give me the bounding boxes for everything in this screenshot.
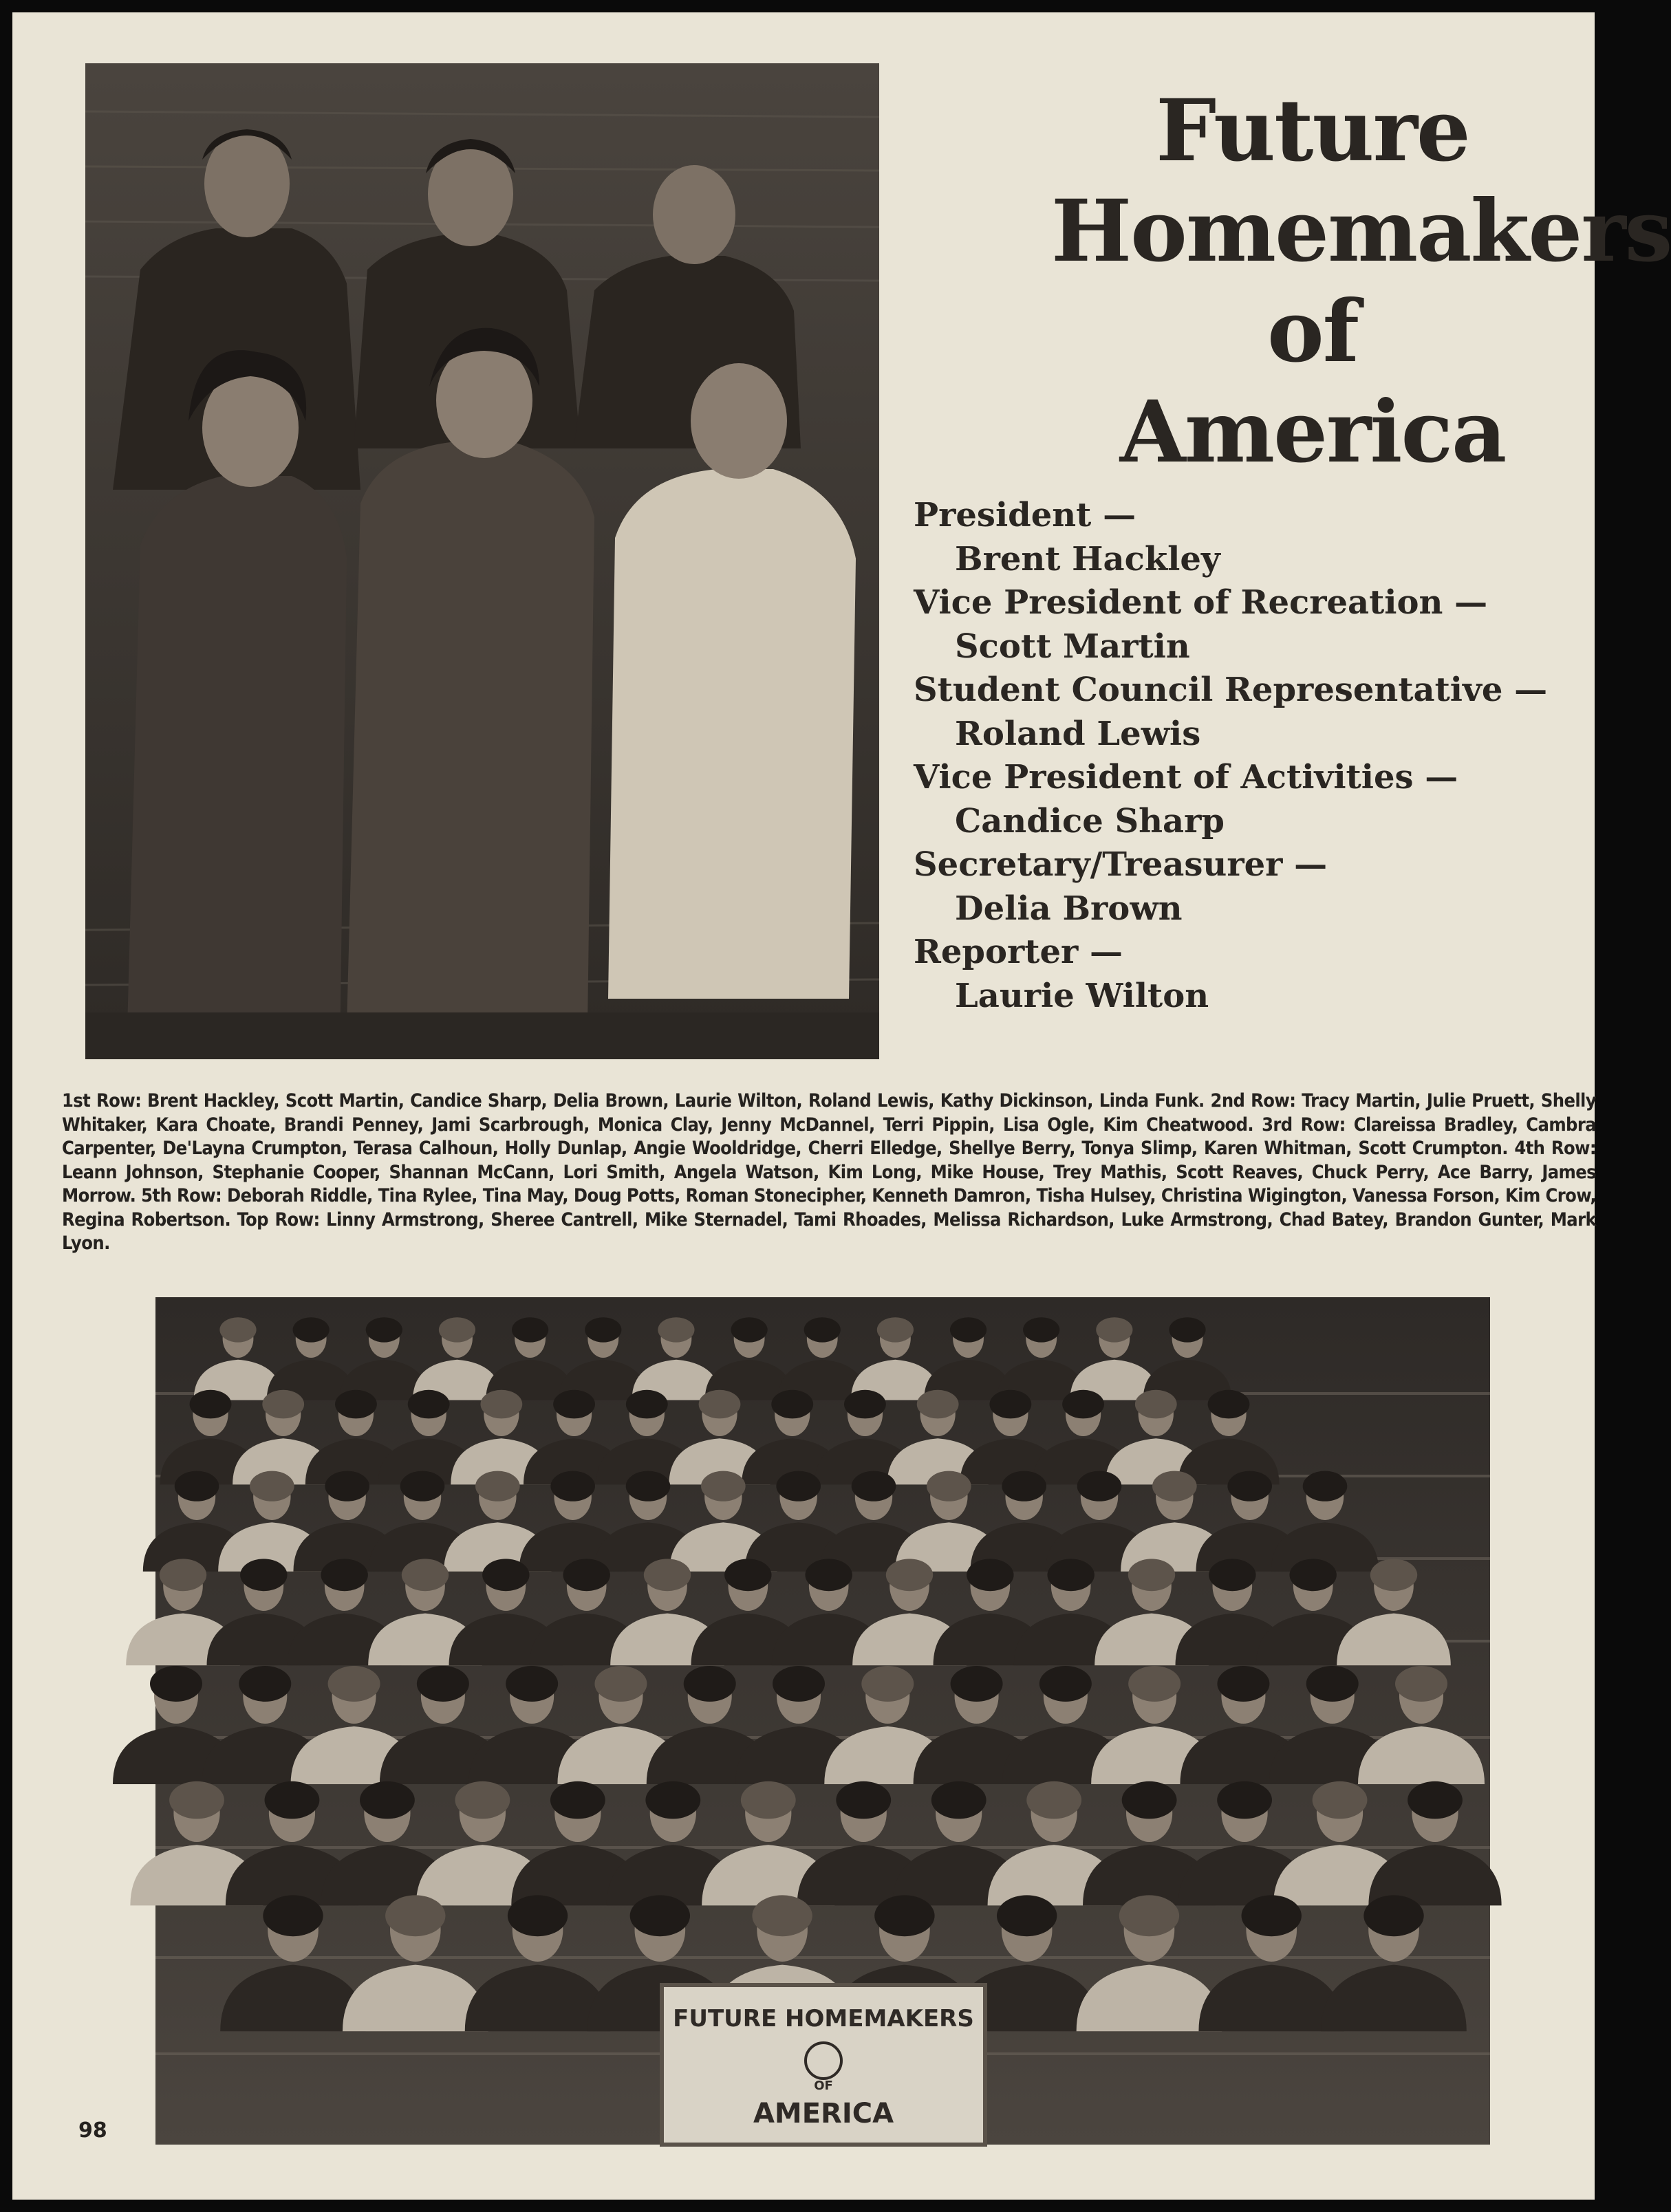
person-hair: [594, 1666, 647, 1702]
person-hair: [455, 1781, 510, 1819]
person-hair: [877, 1317, 914, 1342]
person-hair: [1303, 1471, 1348, 1501]
person-hair: [1370, 1559, 1417, 1591]
person-hair: [630, 1895, 690, 1936]
person-hair: [265, 1781, 320, 1819]
officers-photo: [85, 63, 879, 1059]
person-hair: [684, 1666, 736, 1702]
title-line-3: of: [1266, 282, 1359, 382]
person-hair: [1026, 1781, 1081, 1819]
officer-role: Reporter —: [914, 933, 1123, 971]
person-hair: [1152, 1471, 1197, 1501]
person-hair: [1122, 1781, 1177, 1819]
person-hair: [150, 1666, 202, 1702]
person-hair: [335, 1390, 377, 1419]
person-hair: [752, 1895, 812, 1936]
title-line-2: Homemakers: [1051, 182, 1671, 281]
person-hair: [1395, 1666, 1447, 1702]
person-hair: [160, 1559, 206, 1591]
banner-line-2: OF: [814, 2079, 833, 2093]
person-hair: [861, 1666, 914, 1702]
person-hair: [408, 1390, 450, 1419]
title-line-4: America: [1119, 382, 1506, 482]
officer-role: President —: [914, 496, 1136, 534]
person-hair: [402, 1559, 449, 1591]
officer-role: Secretary/Treasurer —: [914, 845, 1328, 884]
person-hair: [240, 1559, 287, 1591]
person-hair: [917, 1390, 959, 1419]
officers-list: [914, 494, 1588, 1018]
person-hair: [658, 1317, 694, 1342]
person-hair: [250, 1471, 294, 1501]
officer-role: Student Council Representative —: [914, 671, 1548, 709]
page-title: [1051, 81, 1671, 483]
person-hair: [1135, 1390, 1177, 1419]
person-hair: [512, 1317, 548, 1342]
person-hair: [360, 1781, 415, 1819]
person-hair: [1023, 1317, 1059, 1342]
person-hair: [1313, 1781, 1368, 1819]
person-hair: [553, 1390, 595, 1419]
person-hair: [328, 1666, 380, 1702]
person-hair: [1408, 1781, 1463, 1819]
person-hair: [439, 1317, 475, 1342]
person-hair: [701, 1471, 746, 1501]
person-hair: [262, 1390, 304, 1419]
person-hair: [585, 1317, 621, 1342]
person-hair: [1306, 1666, 1359, 1702]
person-hair: [482, 1559, 529, 1591]
person-hair: [1128, 1666, 1181, 1702]
person-hair: [997, 1895, 1057, 1936]
person-hair: [1119, 1895, 1179, 1936]
person-hair: [366, 1317, 402, 1342]
person-hair: [886, 1559, 933, 1591]
person-hair: [1217, 1781, 1272, 1819]
person-hair: [1242, 1895, 1302, 1936]
person-hair: [967, 1559, 1013, 1591]
person-hair: [874, 1895, 934, 1936]
person-hair: [508, 1895, 568, 1936]
title-line-1: Future: [1156, 81, 1469, 181]
person-hair: [1047, 1559, 1094, 1591]
person-hair: [321, 1559, 367, 1591]
banner-line-3: AMERICA: [753, 2098, 894, 2129]
person-hair: [400, 1471, 445, 1501]
person-hair: [385, 1895, 445, 1936]
person-hair: [773, 1666, 825, 1702]
person-hair: [480, 1390, 522, 1419]
person-hair: [927, 1471, 971, 1501]
person-hair: [804, 1317, 841, 1342]
person-hair: [563, 1559, 610, 1591]
officer-name: Laurie Wilton: [955, 976, 1209, 1015]
person-hair: [805, 1559, 852, 1591]
group-photo-caption: 1st Row: Brent Hackley, Scott Martin, Candice Sharp, Delia Brown, Laurie Wilton, Roland Lewis, Kathy Dickinson, Linda Funk. 2nd Row: Tracy Martin, Julie Pruett, Shelly Whitaker, Kara Choate, Brandi Penney, Jami Scarbrough, Monica Clay, Jenny McDannel, Terri Pippin, Lisa Ogle, Kim Cheatwood. 3rd Row: Clareissa Bradley, Cambra Carpenter, De'Layna Crumpton, Terasa Calhoun, Holly Dunlap, Angie Wooldridge, Cherri Elledge, Shellye Berry, Tonya Slimp, Karen Whitman, Scott Crumpton. 4th Row: Leann Johnson, Stephanie Cooper, Shannan McCann, Lori Smith, Angela Watson, Kim Long, Mike House, Trey Mathis, Scott Reaves, Chuck Perry, Ace Barry, James Morrow. 5th Row: Deborah Riddle, Tina Rylee, Tina May, Doug Potts, Roman Stonecipher, Kenneth Damron, Tisha Hulsey, Christina Wigington, Vanessa Forson, Kim Crow, Regina Robertson. Top Row: Linny Armstrong, Sheree Cantrell, Mike Sternadel, Tami Rhoades, Melissa Richardson, Luke Armstrong, Chad Batey, Brandon Gunter, Mark Lyon.: [62, 1090, 1596, 1254]
person-hair: [1002, 1471, 1046, 1501]
person-hair: [190, 1390, 232, 1419]
person-hair: [550, 1781, 605, 1819]
person-hair: [1217, 1666, 1269, 1702]
officer-role: Vice President of Recreation —: [914, 583, 1488, 622]
person-hair: [219, 1317, 256, 1342]
person-hair: [645, 1781, 700, 1819]
fha-banner: [662, 1985, 985, 2145]
person-hair: [699, 1390, 741, 1419]
person-hair: [644, 1559, 691, 1591]
person-hair: [626, 1471, 671, 1501]
person-hair: [741, 1781, 796, 1819]
officer-name: Scott Martin: [955, 627, 1190, 666]
person-hair: [1209, 1559, 1255, 1591]
person-hair: [263, 1895, 323, 1936]
person-hair: [1128, 1559, 1175, 1591]
person-hair: [724, 1559, 771, 1591]
officer-name: Candice Sharp: [955, 801, 1225, 841]
page-number: 98: [78, 2118, 107, 2143]
officer-role: Vice President of Activities —: [914, 758, 1458, 796]
person-hair: [475, 1471, 520, 1501]
person-hair: [950, 1317, 987, 1342]
officer-name: Brent Hackley: [955, 539, 1220, 578]
person-hair: [293, 1317, 330, 1342]
person-hair: [931, 1781, 987, 1819]
person-hair: [844, 1390, 886, 1419]
group-photo: [155, 1297, 1490, 2145]
person-hair: [550, 1471, 595, 1501]
person-hair: [626, 1390, 668, 1419]
person-hair: [1227, 1471, 1272, 1501]
person-hair: [1096, 1317, 1132, 1342]
person-hair: [239, 1666, 291, 1702]
person-hair: [506, 1666, 558, 1702]
person-hair: [1077, 1471, 1122, 1501]
person-hair: [836, 1781, 891, 1819]
person-hair: [989, 1390, 1031, 1419]
person-hair: [1208, 1390, 1250, 1419]
person-hair: [325, 1471, 369, 1501]
person-hair: [1169, 1317, 1205, 1342]
person-hair: [951, 1666, 1003, 1702]
person-hair: [169, 1781, 224, 1819]
banner-line-1: FUTURE HOMEMAKERS: [673, 2005, 974, 2032]
person-hair: [776, 1471, 821, 1501]
person-hair: [771, 1390, 813, 1419]
person-hair: [1062, 1390, 1104, 1419]
yearbook-page: [12, 12, 1671, 2200]
person-hair: [731, 1317, 767, 1342]
person-hair: [1039, 1666, 1092, 1702]
person-hair: [417, 1666, 469, 1702]
person-hair: [175, 1471, 219, 1501]
person-hair: [1289, 1559, 1336, 1591]
officer-name: Roland Lewis: [955, 714, 1201, 753]
person-hair: [1363, 1895, 1423, 1936]
person-hair: [852, 1471, 896, 1501]
officer-name: Delia Brown: [955, 889, 1183, 928]
